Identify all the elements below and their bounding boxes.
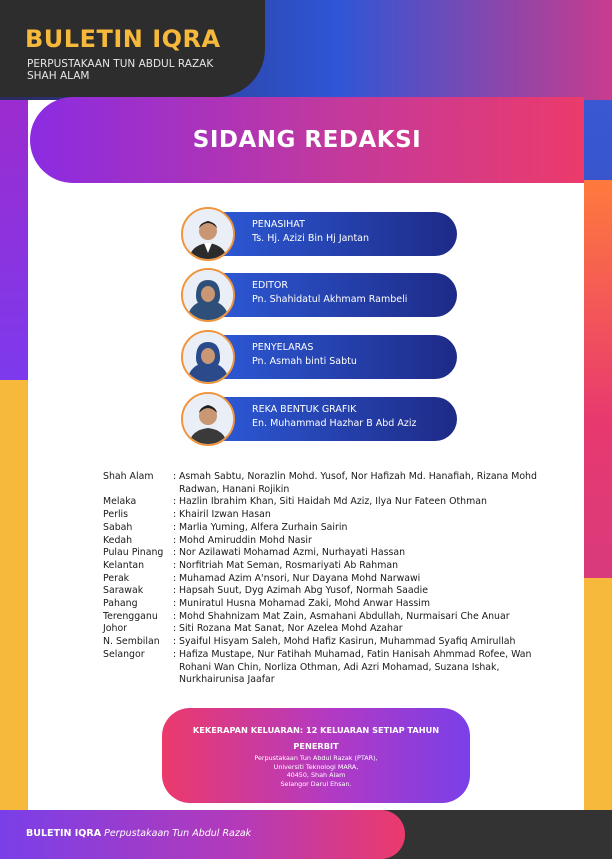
staff-name: Pn. Asmah binti Sabtu	[252, 356, 357, 367]
separator: :	[173, 509, 177, 521]
committee-row	[103, 535, 563, 548]
committee-row	[103, 547, 563, 560]
committee-state: Terengganu	[103, 610, 158, 622]
brand-subtitle-line1: PERPUSTAKAAN TUN ABDUL RAZAK	[27, 58, 214, 70]
right-pink-band	[582, 180, 612, 580]
committee-state: Selangor	[103, 648, 145, 660]
staff-name: Ts. Hj. Azizi Bin Hj Jantan	[252, 233, 370, 244]
separator: :	[173, 521, 177, 533]
publisher-line: Perpustakaan Tun Abdul Razak (PTAR),	[254, 754, 378, 762]
brand-subtitle	[27, 58, 257, 82]
committee-state: Perlis	[103, 509, 129, 521]
separator: :	[173, 559, 177, 571]
left-yellow-band	[0, 380, 30, 810]
man-portrait-icon	[181, 392, 235, 446]
committee-names: Mohd Amiruddin Mohd Nasir	[179, 534, 312, 546]
brand-title: BULETIN IQRA	[25, 25, 221, 53]
committee-row	[103, 560, 563, 573]
committee-names: Hafiza Mustape, Nur Fatihah Muhamad, Fatin Hanisah Ahmmad Rofee, Wan Rohani Wan Chin, Norliza Othman, Adi Azri Mohamad, Suzana Ishak, Nurkhairunisa Jaafar	[179, 648, 532, 686]
publication-info-box	[162, 708, 470, 803]
committee-names: Nor Azilawati Mohamad Azmi, Nurhayati Hassan	[179, 547, 406, 559]
separator: :	[173, 496, 177, 508]
committee-row	[103, 509, 563, 522]
committee-state: Sabah	[103, 521, 133, 533]
committee-names: Siti Rozana Mat Sanat, Nor Azelea Mohd Azahar	[179, 623, 403, 635]
footer-brand: BULETIN IQRA	[26, 828, 102, 839]
committee-state: Melaka	[103, 496, 137, 508]
publication-frequency: KEKERAPAN KELUARAN: 12 KELUARAN SETIAP TAHUN	[192, 725, 440, 735]
committee-row	[103, 598, 563, 611]
publisher-line: Selangor Darul Ehsan.	[280, 779, 352, 788]
committee-row	[103, 573, 563, 586]
separator: :	[173, 471, 177, 482]
woman-hijab-portrait-icon	[181, 268, 235, 322]
committee-row	[103, 585, 563, 598]
staff-card-coordinator	[181, 330, 461, 384]
separator: :	[173, 648, 177, 660]
committee-names: Hazlin Ibrahim Khan, Siti Haidah Md Aziz, Ilya Nur Fateen Othman	[179, 496, 487, 508]
committee-row	[103, 623, 563, 636]
footer-tagline: Perpustakaan Tun Abdul Razak	[104, 828, 252, 839]
separator: :	[173, 598, 177, 610]
separator: :	[173, 636, 177, 648]
brand-subtitle-line2: SHAH ALAM	[27, 70, 90, 82]
committee-row	[103, 496, 563, 509]
staff-role: PENASIHAT	[252, 219, 305, 230]
committee-state: Sarawak	[103, 585, 144, 597]
committee-names: Khairil Izwan Hasan	[179, 509, 271, 521]
committee-names: Syaiful Hisyam Saleh, Mohd Hafiz Kasirun, Muhammad Syafiq Amirullah	[179, 636, 516, 648]
staff-role: REKA BENTUK GRAFIK	[252, 404, 357, 415]
committee-state: Johor	[103, 623, 128, 635]
staff-card-editor	[181, 268, 461, 322]
staff-card-graphic-design	[181, 392, 461, 446]
committee-state: Kelantan	[103, 559, 145, 571]
committee-row	[103, 471, 563, 496]
separator: :	[173, 547, 177, 559]
committee-names: Mohd Shahnizam Mat Zain, Asmahani Abdullah, Nurmaisari Che Anuar	[179, 610, 510, 622]
staff-name: Pn. Shahidatul Akhmam Rambeli	[252, 294, 408, 305]
committee-list	[103, 471, 563, 687]
committee-row	[103, 611, 563, 624]
committee-state: Kedah	[103, 534, 133, 546]
committee-state: Perak	[103, 572, 130, 584]
committee-row	[103, 636, 563, 649]
committee-state: Pahang	[103, 598, 138, 610]
separator: :	[173, 534, 177, 546]
separator: :	[173, 610, 177, 622]
separator: :	[173, 623, 177, 635]
committee-names: Muhamad Azim A'nsori, Nur Dayana Mohd Narwawi	[179, 572, 421, 584]
woman-hijab-portrait-icon	[181, 330, 235, 384]
publisher-line: 40450, Shah Alam	[286, 771, 346, 780]
committee-names: Asmah Sabtu, Norazlin Mohd. Yusof, Nor Hafizah Md. Hanafiah, Rizana Mohd Radwan, Hanani Rojikin	[179, 471, 537, 495]
committee-state: N. Sembilan	[103, 636, 160, 648]
committee-names: Muniratul Husna Mohamad Zaki, Mohd Anwar Hassim	[179, 598, 431, 610]
staff-role: PENYELARAS	[252, 342, 314, 353]
committee-row	[103, 522, 563, 535]
committee-names: Hapsah Suut, Dyg Azimah Abg Yusof, Normah Saadie	[179, 585, 428, 597]
staff-card-advisor	[181, 207, 461, 261]
man-portrait-icon	[181, 207, 235, 261]
left-purple-band	[0, 100, 30, 385]
publisher-address	[162, 754, 470, 788]
separator: :	[173, 585, 177, 597]
staff-role: EDITOR	[252, 280, 289, 291]
committee-names: Marlia Yuming, Alfera Zurhain Sairin	[179, 521, 348, 533]
committee-names: Norfitriah Mat Seman, Rosmariyati Ab Rahman	[179, 559, 399, 571]
publisher-line: Universiti Teknologi MARA,	[273, 762, 359, 771]
publisher-heading: PENERBIT	[293, 741, 339, 751]
staff-name: En. Muhammad Hazhar B Abd Aziz	[252, 418, 417, 429]
committee-state: Pulau Pinang	[103, 547, 164, 559]
footer-text	[26, 828, 251, 839]
right-yellow-band	[582, 578, 612, 810]
committee-state: Shah Alam	[103, 471, 154, 482]
separator: :	[173, 572, 177, 584]
page-title: SIDANG REDAKSI	[192, 127, 422, 153]
committee-row	[103, 649, 563, 687]
